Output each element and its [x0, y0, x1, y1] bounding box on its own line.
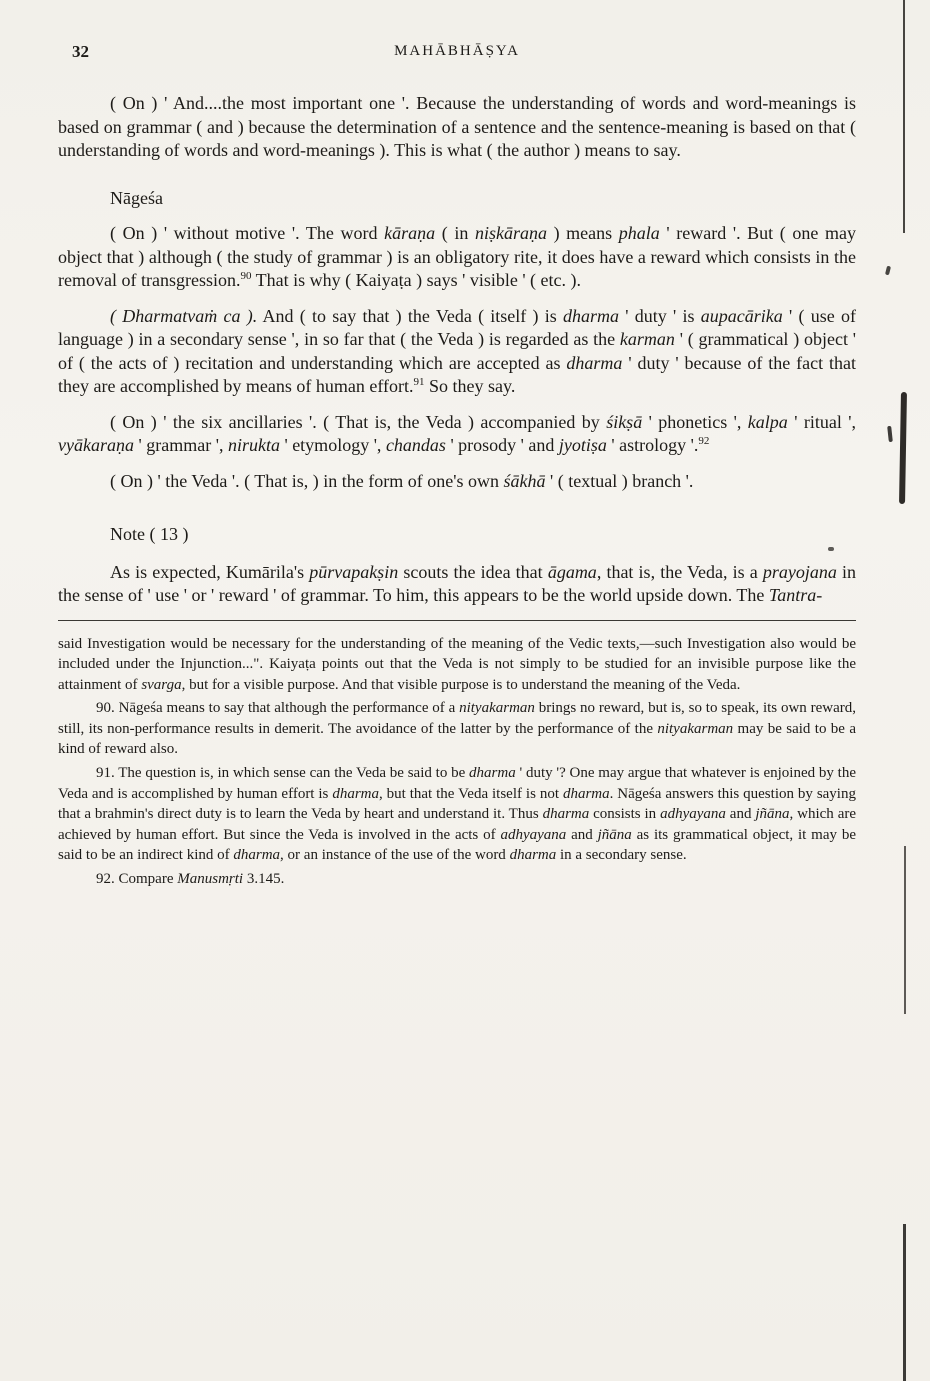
- para-note-13-intro: As is expected, Kumārila's pūrvapakṣin scouts the idea that āgama, that is, the Veda, is a prayojana in the sense of ' use ' or ' reward ' of grammar. To him, this appears to be the world upside down. The Tantra-: [58, 561, 856, 605]
- para-on-without-motive: ( On ) ' without motive '. The word kāraṇa ( in niṣkāraṇa ) means phala ' reward '. But ( one may object that ) although ( the study of grammar ) is an obligatory rite, it does have a reward which consists in the removal of transgression.$^{90}$ That is why ( Kaiyaṭa ) says ' visible ' ( etc. ).: [58, 223, 856, 290]
- footnote-90: 90. Nāgeśa means to say that although the performance of a nityakarman brings no reward, but is, so to speak, its own reward, still, its non-performance results in demerit. The avoidance of the latter by the performance of the nityakarman may be said to be a kind of reward also.: [58, 700, 856, 758]
- scan-artifact-right-edge-mid: [904, 846, 906, 1014]
- page-number: 32: [72, 42, 89, 61]
- scan-artifact-speck: [828, 547, 834, 551]
- para-on-and: ( On ) ' And....the most important one '. Because the understanding of words and word-meanings is based on grammar ( and ) because the determination of a sentence and the sentence-meaning is based on that ( understanding of words and word-meanings ). This is what ( the author ) means to say.: [58, 93, 856, 160]
- page-content: [58, 40, 856, 893]
- heading-nagesa: Nāgeśa: [110, 187, 163, 208]
- footnote-92: 92. Compare Manusmṛti 3.145.: [96, 871, 285, 888]
- para-six-ancillaries: ( On ) ' the six ancillaries '. ( That is, the Veda ) accompanied by śikṣā ' phonetics ', kalpa ' ritual ', vyākaraṇa ' grammar ', nirukta ' etymology ', chandas ' prosody ' and jyotiṣa ' astrology '.$^{92}$: [58, 411, 856, 455]
- para-dharmatvam-ca: ( Dharmatvaṁ ca ). And ( to say that ) the Veda ( itself ) is dharma ' duty ' is aupacārika ' ( use of language ) in a secondary sense ', in so far that ( the Veda ) is regarded as the karman ' ( grammatical ) object ' of ( the acts of ) recitation and understanding which are accepted as dharma ' duty ' because of the fact that they are accomplished by means of human effort.$^{91}$ So they say.: [58, 305, 856, 396]
- heading-note-13: Note ( 13 ): [110, 524, 189, 544]
- para-on-the-veda: ( On ) ' the Veda '. ( That is, ) in the form of one's own śākhā ' ( textual ) branch '.: [110, 470, 694, 491]
- footnote-continuation: said Investigation would be necessary for the understanding of the meaning of the Vedic texts,—such Investigation also would be included under the Injunction...". Kaiyaṭa points out that the Veda is not simply to be studied for an invisible purpose like the attainment of svarga, but for a visible purpose. And that visible purpose is to understand the meaning of the Veda.: [58, 635, 856, 693]
- footnote-separator: [58, 620, 856, 621]
- page-header: [58, 40, 856, 68]
- footnotes: [58, 634, 856, 890]
- scan-artifact-speck: [887, 426, 893, 442]
- scan-artifact-speck: [885, 266, 891, 276]
- footnote-91: 91. The question is, in which sense can the Veda be said to be dharma ' duty '? One may argue that whatever is enjoined by the Veda and is accomplished by human effort is dharma, but that the Veda itself is not dharma. Nāgeśa answers this question by saying that a brahmin's direct duty is to learn the Veda by heart and understand it. Thus dharma consists in adhyayana and jñāna, which are achieved by human effort. But since the Veda is involved in the acts of adhyayana and jñāna as its grammatical object, it may be said to be an indirect kind of dharma, or an instance of the use of the word dharma in a secondary sense.: [58, 765, 857, 864]
- body-text: [58, 92, 856, 608]
- scan-artifact-right-edge-top: [903, 0, 905, 233]
- running-title: MAHĀBHĀṢYA: [394, 43, 520, 59]
- scan-artifact-right-blob: [899, 392, 907, 504]
- scan-artifact-right-edge-bottom: [903, 1224, 906, 1381]
